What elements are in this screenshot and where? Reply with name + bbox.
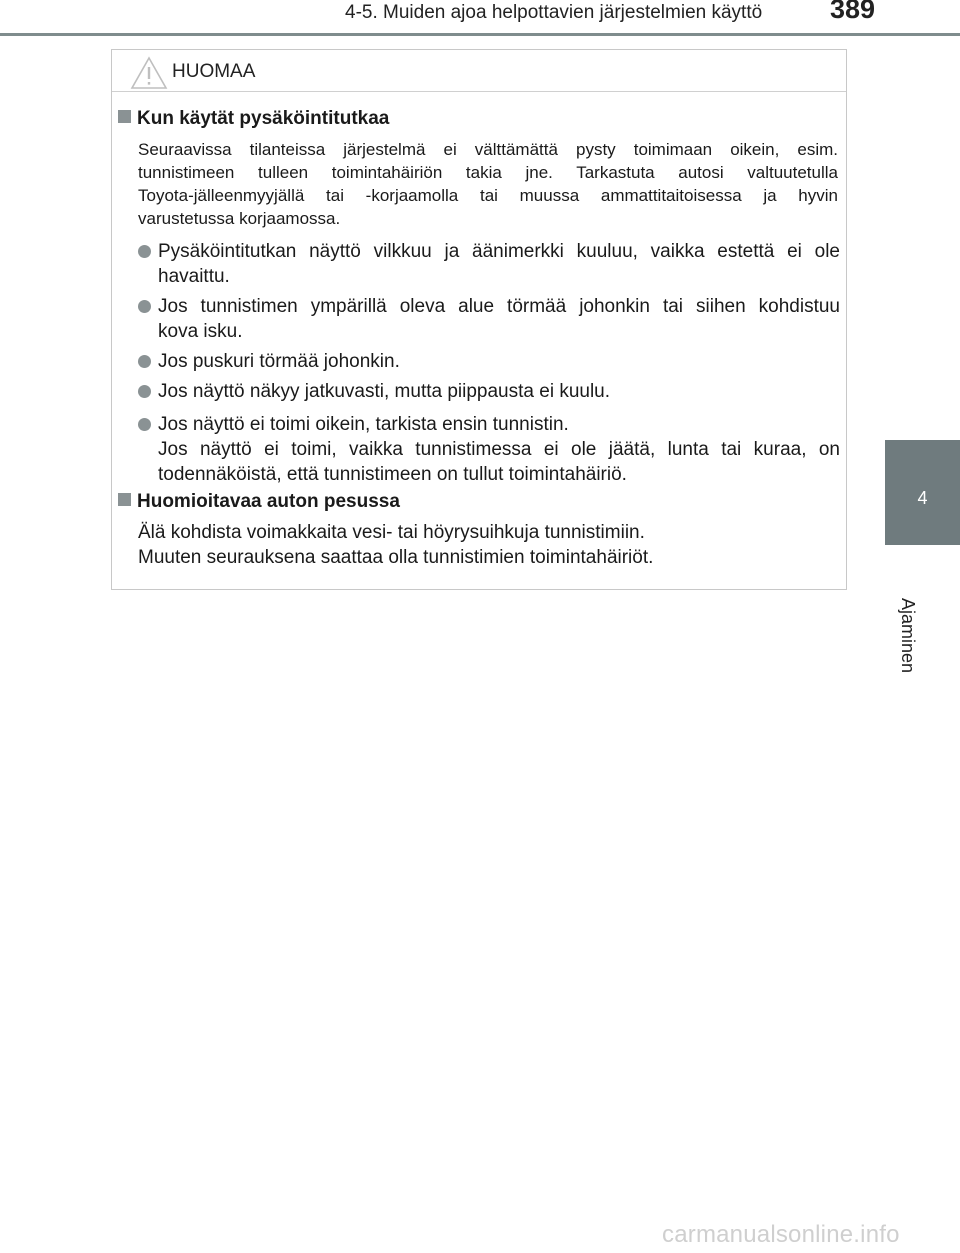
chapter-tab — [885, 440, 960, 545]
paragraph-line: Seuraavissa tilanteissa järjestelmä ei välttämättä pysty toimimaan oikein, esim. — [138, 140, 838, 159]
paragraph-line: varustetussa korjaamossa. — [138, 209, 341, 228]
section-heading-car-wash — [118, 491, 400, 513]
header-title: 4-5. Muiden ajoa helpottavien järjestelmien käyttö — [345, 2, 763, 23]
chapter-label: Ajaminen — [898, 598, 918, 674]
paragraph-line: tunnistimeen tulleen toimintahäiriön takia jne. Tarkastuta autosi valtuutetulla — [138, 163, 838, 182]
page-number: 389 — [830, 0, 876, 24]
list-item — [138, 349, 840, 374]
section-text-line: Älä kohdista voimakkaita vesi- tai höyrysuihkuja tunnistimiin. — [138, 522, 645, 543]
list-item-line: Jos tunnistimen ympärillä oleva alue törmää johonkin tai siihen kohdistuu — [158, 296, 840, 317]
square-bullet-icon — [118, 493, 131, 506]
notice-title: HUOMAA — [172, 61, 256, 82]
notice-box — [111, 49, 847, 590]
warning-triangle-icon — [130, 56, 168, 90]
list-item-line: havaittu. — [158, 266, 230, 287]
round-bullet-icon — [138, 355, 151, 368]
round-bullet-icon — [138, 418, 151, 431]
list-item-line: kova isku. — [158, 321, 243, 342]
list-item-line: Jos puskuri törmää johonkin. — [158, 351, 400, 372]
list-item — [138, 294, 840, 344]
notice-header — [112, 50, 846, 92]
round-bullet-icon — [138, 300, 151, 313]
section-heading-parking-sensor — [118, 108, 389, 130]
list-item-line: Jos näyttö ei toimi oikein, tarkista ensin tunnistin. — [158, 414, 569, 435]
watermark: carmanualsonline.info — [662, 1221, 900, 1248]
section-heading-text: Kun käytät pysäköintitutkaa — [137, 108, 390, 129]
round-bullet-icon — [138, 245, 151, 258]
list-item-line: Jos näyttö näkyy jatkuvasti, mutta piippausta ei kuulu. — [158, 381, 611, 402]
list-item-line: Jos näyttö ei toimi, vaikka tunnistimessa ei ole jäätä, lunta tai kuraa, on — [158, 439, 840, 460]
list-item — [138, 412, 840, 487]
section-paragraph — [138, 138, 838, 230]
header-divider — [0, 33, 960, 36]
section-text-line: Muuten seurauksena saattaa olla tunnistimien toimintahäiriöt. — [138, 547, 654, 568]
section-heading-text: Huomioitavaa auton pesussa — [137, 491, 400, 512]
list-item — [138, 379, 840, 404]
list-item-line: todennäköistä, että tunnistimeen on tullut toimintahäiriö. — [158, 464, 627, 485]
chapter-number: 4 — [917, 488, 928, 508]
round-bullet-icon — [138, 385, 151, 398]
list-item-line: Pysäköintitutkan näyttö vilkkuu ja äänimerkki kuuluu, vaikka estettä ei ole — [158, 241, 840, 262]
list-item — [138, 239, 840, 289]
paragraph-line: Toyota-jälleenmyyjällä tai -korjaamolla tai muussa ammattitaitoisessa ja hyvin — [138, 186, 838, 205]
square-bullet-icon — [118, 110, 131, 123]
